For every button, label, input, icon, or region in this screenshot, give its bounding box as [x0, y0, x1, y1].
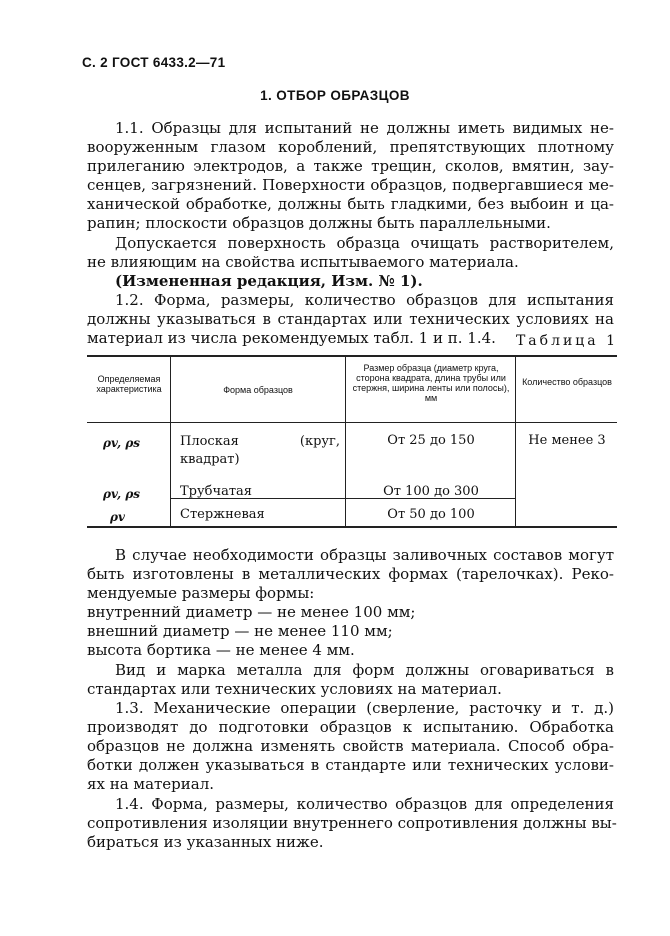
para-line: ях на материал. — [87, 775, 215, 793]
col-header-size: Размер образца (диаметр круга, сторона квадрата, длина трубы или стержня, ширина ленты или полосы), мм — [352, 363, 510, 403]
col-header-characteristic: Определяемая характеристика — [96, 374, 162, 394]
table-top-rule — [87, 355, 617, 357]
para-line: стандартах или технических условиях на материал. — [87, 680, 502, 698]
para-line: 1.1. Образцы для испытаний не должны иметь видимых не- — [115, 119, 614, 137]
table-col-divider — [515, 355, 516, 526]
para-line: образцов не должна изменять свойств материала. Способ обра- — [87, 737, 614, 755]
para-line: Вид и марка металла для форм должны оговариваться в — [115, 661, 614, 679]
cell-characteristic: ρv — [110, 510, 125, 524]
para-line: производят до подготовки образцов к испытанию. Обработка — [87, 718, 614, 736]
para-line: быть изготовлены в металлических формах (тарелочках). Реко- — [87, 565, 614, 583]
cell-size: От 25 до 150 — [387, 433, 475, 448]
para-line: В случае необходимости образцы заливочных составов могут — [115, 546, 614, 564]
para-line: ханической обработке, должны быть гладкими, без выбоин и ца- — [87, 195, 614, 213]
cell-shape: Плоская (круг, квадрат) — [180, 434, 340, 467]
para-line: 1.4. Форма, размеры, количество образцов для определения — [115, 795, 614, 813]
table-col-divider — [345, 355, 346, 526]
cell-shape: Трубчатая — [180, 484, 252, 499]
para-line: должны указываться в стандартах или технических условиях на — [87, 310, 614, 328]
para-line: сенцев, загрязнений. Поверхности образцов, подвергавшиеся ме- — [87, 176, 614, 194]
table-bottom-rule — [87, 526, 617, 528]
para-line: высота бортика — не менее 4 мм. — [87, 641, 355, 659]
para-line: сопротивления изоляции внутреннего сопротивления должны вы- — [87, 814, 617, 832]
para-line: прилеганию электродов, а также трещин, сколов, вмятин, зау- — [87, 157, 614, 175]
cell-characteristic: ρv, ρs — [103, 487, 141, 501]
col-header-shape: Форма образцов — [223, 385, 293, 395]
table-header-rule — [87, 422, 617, 423]
cell-size: От 50 до 100 — [387, 507, 475, 522]
table-col-divider — [170, 355, 171, 526]
cell-characteristic: ρv, ρs — [103, 436, 141, 450]
para-line: рапин; плоскости образцов должны быть параллельными. — [87, 214, 551, 232]
para-line: вооруженным глазом короблений, препятствующих плотному — [87, 138, 614, 156]
para-line: 1.2. Форма, размеры, количество образцов для испытания — [115, 291, 614, 309]
cell-shape: Стержневая — [180, 507, 265, 522]
para-line: не влияющим на свойства испытываемого материала. — [87, 253, 519, 271]
para-line: внутренний диаметр — не менее 100 мм; — [87, 603, 416, 621]
para-line: мендуемые размеры формы: — [87, 584, 315, 602]
page-header: С. 2 ГОСТ 6433.2—71 — [82, 55, 226, 70]
para-line: внешний диаметр — не менее 110 мм; — [87, 622, 393, 640]
cell-quantity: Не менее 3 — [528, 433, 606, 448]
col-header-quantity: Количество образцов — [522, 377, 612, 387]
para-line: материал из числа рекомендуемых табл. 1 и п. 1.4. — [87, 329, 496, 347]
table-caption: Таблица 1 — [515, 333, 618, 349]
para-line: Допускается поверхность образца очищать растворителем, — [115, 234, 614, 252]
para-line: ботки должен указываться в стандарте или технических услови- — [87, 756, 614, 774]
section-title: 1. ОТБОР ОБРАЗЦОВ — [260, 88, 410, 103]
para-line: бираться из указанных ниже. — [87, 833, 324, 851]
cell-size: От 100 до 300 — [383, 484, 479, 499]
para-line: 1.3. Механические операции (сверление, расточку и т. д.) — [115, 699, 614, 717]
amendment-note: (Измененная редакция, Изм. № 1). — [115, 272, 423, 290]
